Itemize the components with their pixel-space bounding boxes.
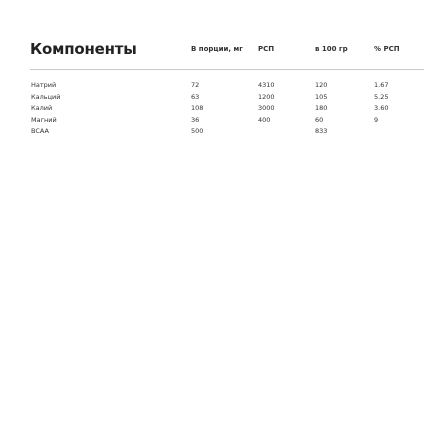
rsp-value: 1200 — [258, 92, 275, 101]
per-100g-value: 833 — [315, 127, 328, 135]
header-rsp-percent: % РСП — [374, 45, 400, 53]
table-row — [0, 92, 448, 104]
rsp-percent-value: 3.60 — [374, 104, 389, 112]
dose-value: 108 — [191, 104, 204, 112]
component-name: Магний — [31, 115, 57, 124]
table-body — [0, 80, 448, 138]
per-100g-value: 180 — [315, 104, 328, 112]
per-100g-value: 60 — [315, 115, 324, 124]
dose-value: 72 — [191, 81, 200, 89]
table-row — [0, 80, 448, 92]
component-name: Натрий — [31, 81, 57, 89]
dose-value: 36 — [191, 115, 200, 124]
header-per-100g: в 100 гр — [315, 45, 348, 53]
rsp-percent-value: 1.67 — [374, 81, 389, 89]
per-100g-value: 120 — [315, 81, 328, 89]
header-rsp: РСП — [258, 45, 275, 53]
table-row — [0, 115, 448, 127]
header-dose: В порции, мг — [191, 45, 243, 53]
table-row — [0, 103, 448, 115]
table-row — [0, 126, 448, 138]
rsp-percent-value: 9 — [374, 115, 379, 124]
rsp-value: 4310 — [258, 81, 275, 89]
per-100g-value: 105 — [315, 92, 328, 101]
dose-value: 63 — [191, 92, 200, 101]
dose-value: 500 — [191, 127, 204, 135]
component-name: BCAA — [31, 127, 49, 135]
rsp-percent-value: 5.25 — [374, 92, 389, 101]
component-name: Кальций — [31, 92, 61, 101]
rsp-value: 400 — [258, 115, 271, 124]
component-name: Калий — [31, 104, 53, 112]
header-divider — [30, 69, 424, 70]
table-title: Компоненты — [30, 40, 137, 58]
rsp-value: 3000 — [258, 104, 275, 112]
